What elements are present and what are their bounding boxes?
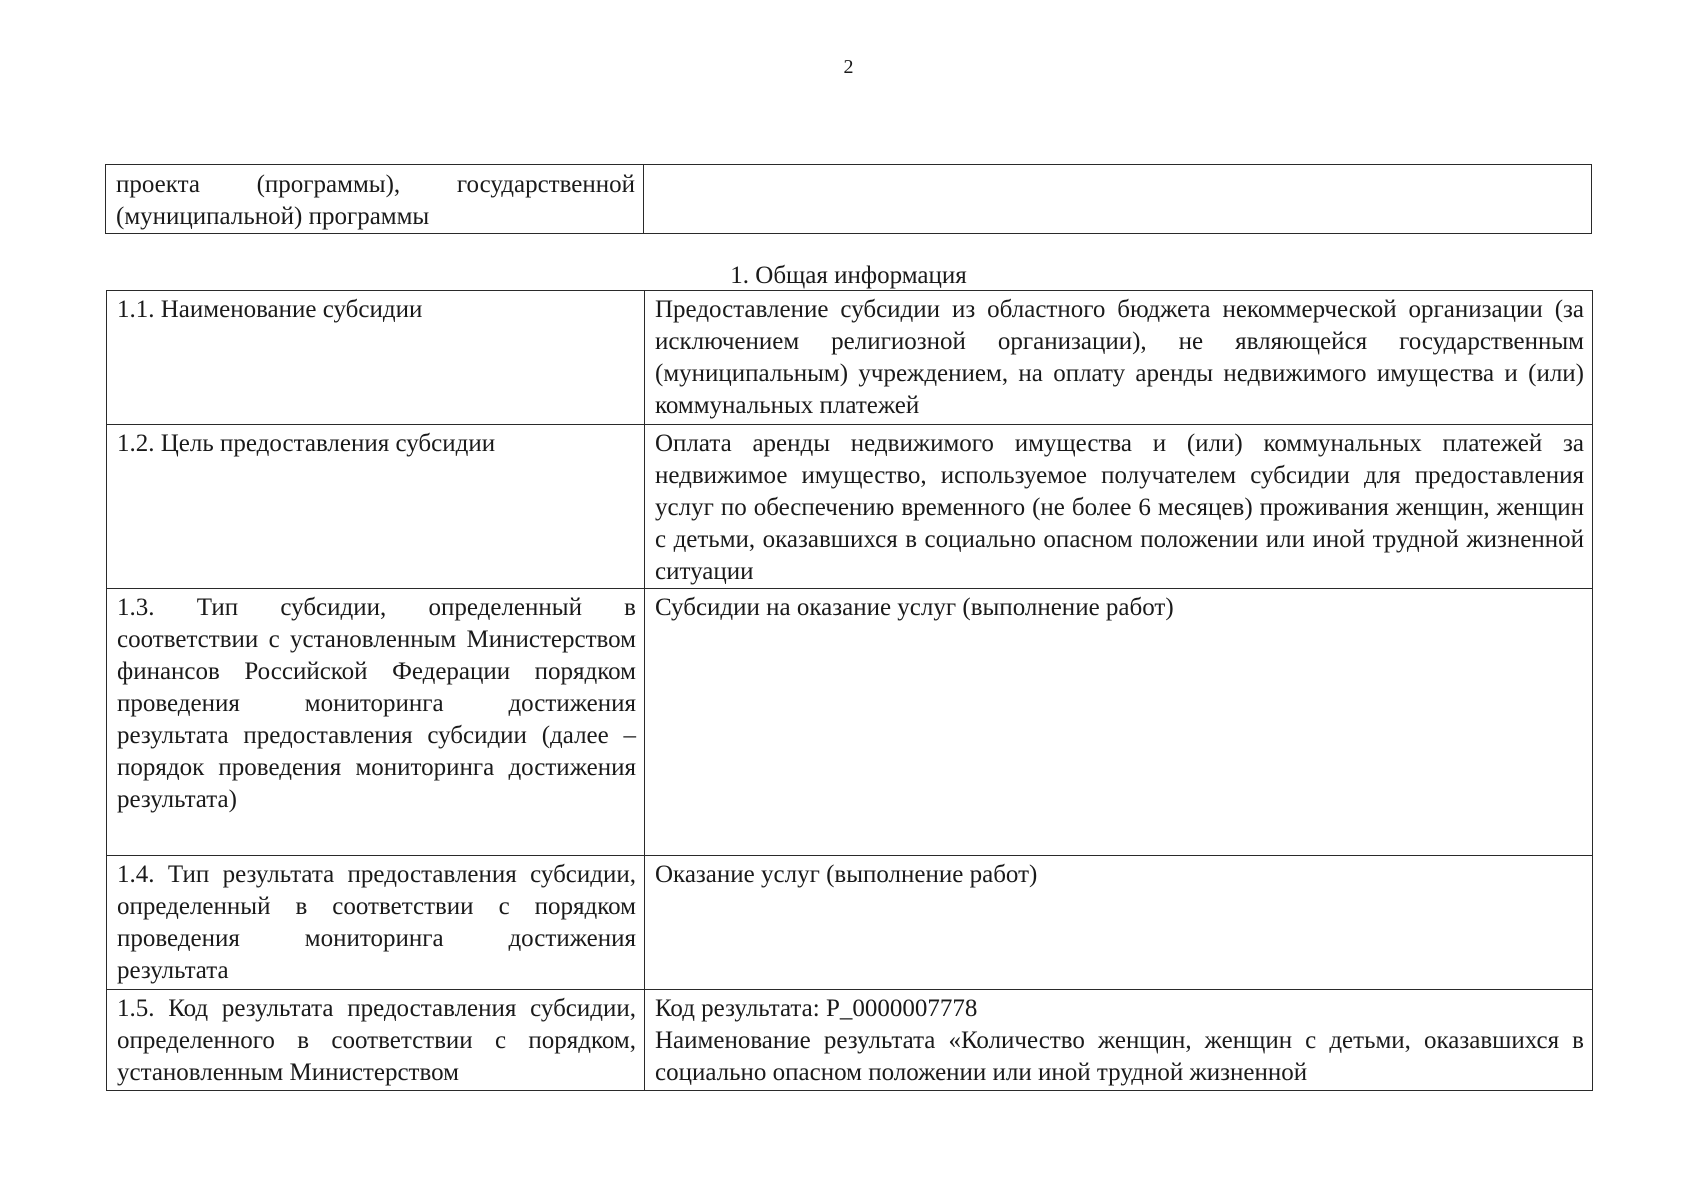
table-row (106, 165, 1592, 234)
table-row (107, 990, 1593, 1091)
row-label-1-3: 1.3. Тип субсидии, определенный в соответствии с установленным Министерством финансов Российской Федерации порядком проведения мониторинга достижения результата предоставления субсидии (далее – порядок проведения мониторинга достижения результата) (107, 589, 645, 856)
row-value-1-1: Предоставление субсидии из областного бюджета некоммерческой организации (за исключением религиозной организации), не являющейся государственным (муниципальным) учреждением, на оплату аренды недвижимого имущества и (или) коммунальных платежей (645, 291, 1593, 425)
general-info-table (106, 290, 1593, 1091)
table-row (107, 425, 1593, 589)
row-value-1-2: Оплата аренды недвижимого имущества и (или) коммунальных платежей за недвижимое имущество, используемое получателем субсидии для предоставления услуг по обеспечению временного (не более 6 месяцев) проживания женщин, женщин с детьми, оказавшихся в социально опасном положении или иной трудной жизненной ситуации (645, 425, 1593, 589)
row-label-1-4: 1.4. Тип результата предоставления субсидии, определенный в соответствии с порядком проведения мониторинга достижения результата (107, 856, 645, 990)
section-title: 1. Общая информация (730, 262, 967, 289)
result-name-text: Наименование результата «Количество женщин, женщин с детьми, оказавшихся в социально опасном положении или иной трудной жизненной (655, 1027, 1584, 1086)
row-value-1-4: Оказание услуг (выполнение работ) (645, 856, 1593, 990)
continuation-value-cell (644, 165, 1592, 234)
table-row (107, 291, 1593, 425)
continuation-table (105, 164, 1592, 234)
result-code-text: Код результата: Р_0000007778 (655, 995, 978, 1022)
table-row (107, 589, 1593, 856)
row-value-1-5 (645, 990, 1593, 1091)
page-number: 2 (843, 56, 854, 78)
table-row (107, 856, 1593, 990)
row-label-1-1: 1.1. Наименование субсидии (107, 291, 645, 425)
continuation-label-cell: проекта (программы), государственной (муниципальной) программы (106, 165, 644, 234)
row-label-1-2: 1.2. Цель предоставления субсидии (107, 425, 645, 589)
row-value-1-3: Субсидии на оказание услуг (выполнение работ) (645, 589, 1593, 856)
row-label-1-5: 1.5. Код результата предоставления субсидии, определенного в соответствии с порядком, установленным Министерством (107, 990, 645, 1091)
